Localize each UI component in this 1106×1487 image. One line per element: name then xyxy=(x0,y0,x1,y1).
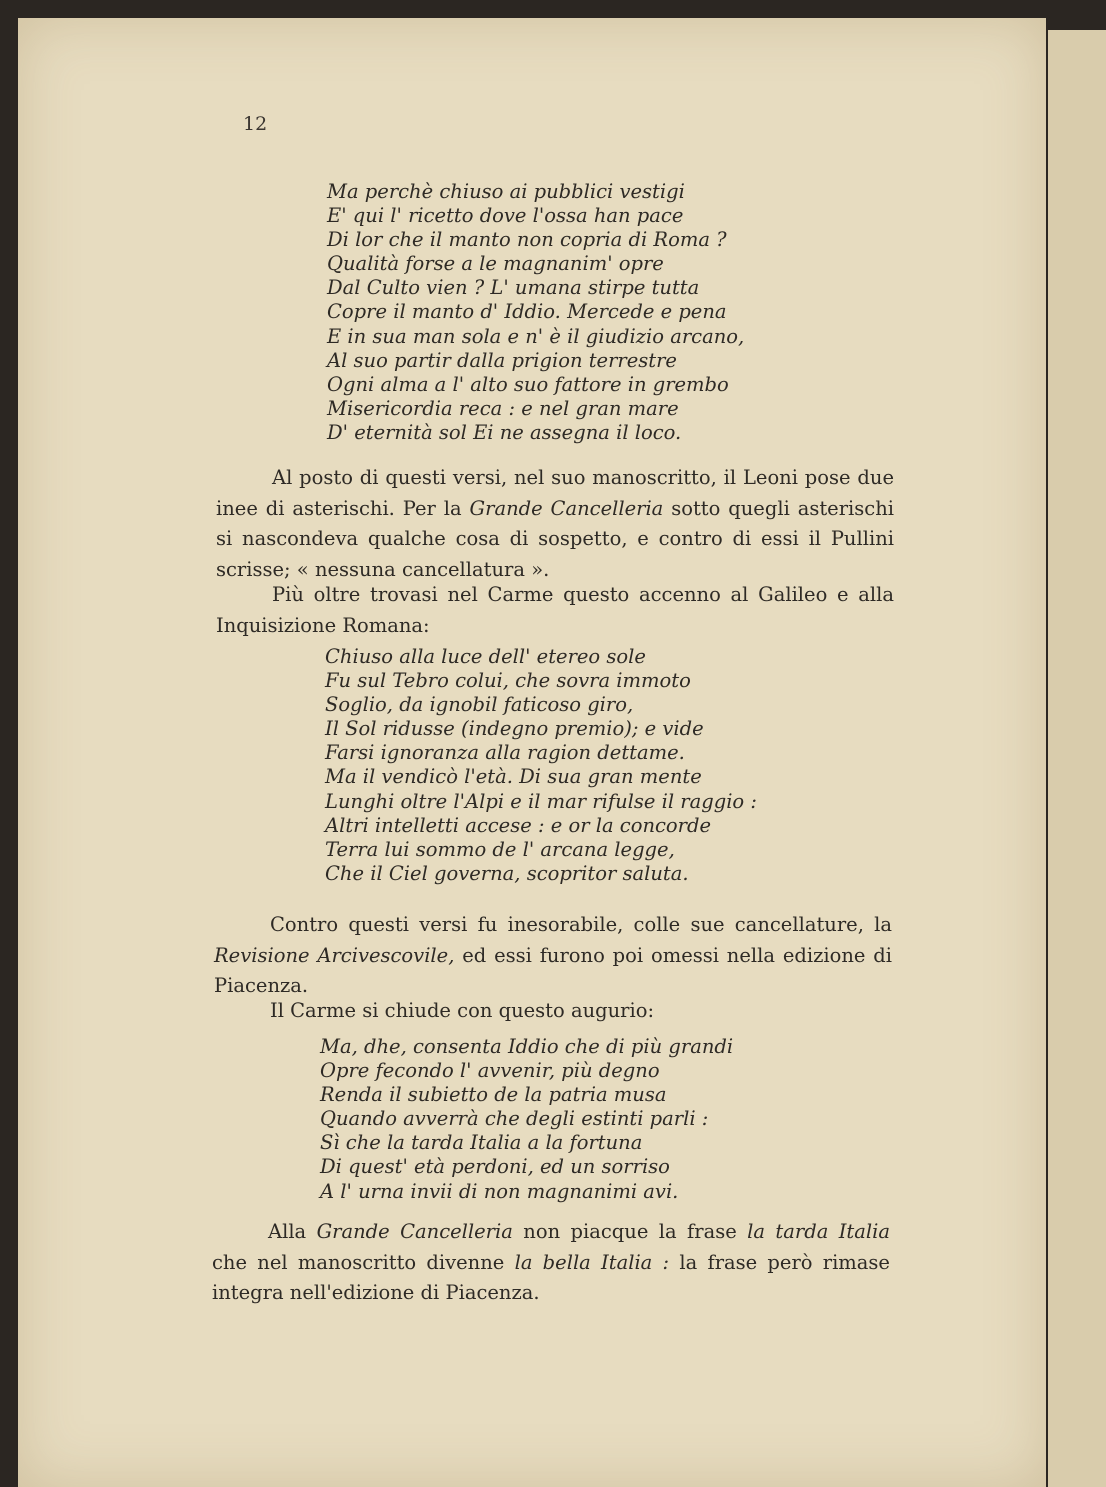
verse-line: Il Sol ridusse (indegno premio); e vide xyxy=(325,717,704,741)
para-text: che nel manoscritto divenne xyxy=(212,1250,515,1274)
verse-line: Ogni alma a l' alto suo fattore in grembo xyxy=(327,372,729,396)
verse-stanza-2 xyxy=(325,645,757,886)
paragraph-tarda-italia xyxy=(212,1217,890,1309)
verse-line: E' qui l' ricetto dove l'ossa han pace xyxy=(327,204,684,228)
verse-line: Copre il manto d' Iddio. Mercede e pena xyxy=(327,300,727,324)
verse-line: Al suo partir dalla prigion terrestre xyxy=(327,348,677,372)
para-text: sotto quegli asterischi si nascondeva qualche cosa di sospetto, e contro di essi il Pullini scrisse; « nessuna cancellatura ». xyxy=(216,496,894,581)
para-text: la frase però rimase integra nell'edizione di Piacenza. xyxy=(212,1250,890,1304)
verse-line: Sì che la tarda Italia a la fortuna xyxy=(320,1131,643,1155)
para-text: Al posto di questi versi, nel suo manoscritto, il Leoni pose due inee di asterischi. Per la xyxy=(216,466,894,520)
verse-line: Quando avverrà che degli estinti parli : xyxy=(320,1107,709,1131)
verse-stanza-1 xyxy=(327,180,744,445)
verse-stanza-3 xyxy=(320,1035,733,1204)
para-text: ed essi furono poi omessi nella edizione di Piacenza. xyxy=(214,943,892,997)
para-text: non piacque la frase xyxy=(512,1220,748,1243)
verse-line: D' eternità sol Ei ne assegna il loco. xyxy=(327,420,682,444)
title-revisione-arcivescovile: Revisione Arcivescovile, xyxy=(214,943,455,967)
verse-line: E in sua man sola e n' è il giudizio arcano, xyxy=(327,324,745,348)
verse-line: Altri intelletti accese : e or la concorde xyxy=(325,813,712,837)
verse-line: Soglio, da ignobil faticoso giro, xyxy=(325,693,634,717)
verse-line: A l' urna invii di non magnanimi avi. xyxy=(320,1179,679,1203)
verse-line: Farsi ignoranza alla ragion dettame. xyxy=(325,741,685,765)
verse-line: Ma il vendicò l'età. Di sua gran mente xyxy=(325,765,702,789)
para-text: Più oltre trovasi nel Carme questo accenno al Galileo e alla Inquisizione Romana: xyxy=(216,583,894,637)
paragraph-asterisks xyxy=(216,463,894,585)
para-text: Contro questi versi fu inesorabile, colle sue cancellature, la xyxy=(270,913,892,936)
paragraph-revisione xyxy=(214,910,892,1002)
paragraph-galileo-intro xyxy=(216,580,894,641)
verse-line: Che il Ciel governa, scopritor saluta. xyxy=(325,861,689,885)
verse-line: Lunghi oltre l'Alpi e il mar rifulse il raggio : xyxy=(325,789,757,813)
verse-line: Ma perchè chiuso ai pubblici vestigi xyxy=(327,180,685,203)
verse-line: Opre fecondo l' avvenir, più degno xyxy=(320,1059,660,1083)
verse-line: Fu sul Tebro colui, che sovra immoto xyxy=(325,669,691,693)
para-text: Alla xyxy=(268,1220,317,1243)
verse-line: Qualità forse a le magnanim' opre xyxy=(327,252,664,276)
verse-line: Di lor che il manto non copria di Roma ? xyxy=(327,228,727,252)
title-grande-cancelleria: Grande Cancelleria xyxy=(469,496,664,520)
verse-line: Ma, dhe, consenta Iddio che di più grandi xyxy=(320,1035,734,1058)
quote-tarda-italia: la tarda Italia xyxy=(747,1220,890,1243)
verse-line: Dal Culto vien ? L' umana stirpe tutta xyxy=(327,276,700,300)
verse-line: Renda il subietto de la patria musa xyxy=(320,1083,667,1107)
quote-bella-italia: la bella Italia : xyxy=(514,1250,670,1274)
paragraph-augurio-intro xyxy=(214,996,892,1027)
page-number: 12 xyxy=(243,113,268,135)
verse-line: Misericordia reca : e nel gran mare xyxy=(327,396,679,420)
verse-line: Di quest' età perdoni, ed un sorriso xyxy=(320,1155,670,1179)
adjacent-page-edge xyxy=(1048,30,1106,1487)
para-text: Il Carme si chiude con questo augurio: xyxy=(270,999,655,1022)
verse-line: Chiuso alla luce dell' etereo sole xyxy=(325,645,646,668)
title-grande-cancelleria: Grande Cancelleria xyxy=(316,1220,513,1243)
verse-line: Terra lui sommo de l' arcana legge, xyxy=(325,837,675,861)
